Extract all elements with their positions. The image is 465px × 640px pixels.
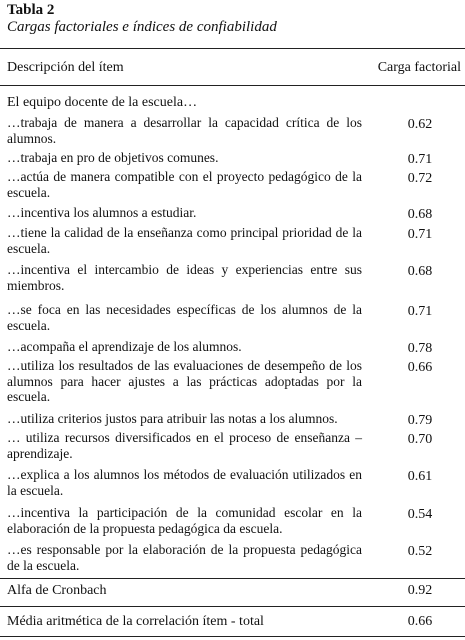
item-description: …utiliza criterios justos para atribuir las notas a los alumnos.: [7, 411, 338, 426]
summary-divider: [0, 606, 465, 607]
item-load: 0.62: [407, 117, 433, 132]
item-load: 0.68: [407, 207, 433, 222]
item-load: 0.78: [407, 341, 433, 356]
item-load: 0.68: [407, 264, 433, 279]
bottom-rule: [0, 636, 465, 637]
header-description: Descripción del ítem: [7, 60, 124, 75]
cronbach-value: 0.92: [407, 583, 433, 598]
header-load: Carga factorial: [377, 60, 461, 75]
mean-correlation-label: Média aritmética de la correlación ítem - total: [7, 614, 264, 629]
item-load: 0.71: [407, 152, 433, 167]
mean-correlation-value: 0.66: [407, 614, 433, 629]
item-description: …incentiva los alumnos a estudiar.: [7, 205, 197, 220]
intro-text: El equipo docente de la escuela…: [7, 95, 198, 110]
item-description: …incentiva el intercambio de ideas y experiencias entre sus miembros.: [7, 262, 362, 293]
item-description: …utiliza los resultados de las evaluaciones de desempeño de los alumnos para hacer ajustes a las prácticas adoptadas por la escuela.: [7, 358, 362, 404]
item-description: … utiliza recursos diversificados en el proceso de enseñanza – aprendizaje.: [7, 430, 362, 461]
summary-rule: [0, 578, 465, 579]
item-load: 0.71: [407, 227, 433, 242]
item-description: …se foca en las necesidades específicas de los alumnos de la escuela.: [7, 302, 362, 333]
item-description: …acompaña el aprendizaje de los alumnos.: [7, 339, 242, 354]
header-rule: [0, 85, 465, 86]
item-description: …tiene la calidad de la enseñanza como principal prioridad de la escuela.: [7, 225, 362, 256]
item-description: …actúa de manera compatible con el proyecto pedagógico de la escuela.: [7, 169, 362, 200]
item-load: 0.66: [407, 360, 433, 375]
table-subtitle: Cargas factoriales e índices de confiabilidad: [7, 19, 277, 35]
item-load: 0.52: [407, 544, 433, 559]
item-load: 0.54: [407, 507, 433, 522]
item-description: …incentiva la participación de la comunidad escolar en la elaboración de la propuesta pedagógica da escuela.: [7, 505, 362, 536]
cronbach-label: Alfa de Cronbach: [7, 583, 107, 598]
item-load: 0.72: [407, 171, 433, 186]
table-title: Tabla 2: [7, 2, 55, 18]
item-load: 0.61: [407, 469, 433, 484]
item-description: …explica a los alumnos los métodos de evaluación utilizados en la escuela.: [7, 467, 362, 498]
item-description: …trabaja de manera a desarrollar la capacidad crítica de los alumnos.: [7, 115, 362, 146]
top-rule: [0, 48, 465, 49]
item-load: 0.70: [407, 432, 433, 447]
item-description: …es responsable por la elaboración de la propuesta pedagógica de la escuela.: [7, 542, 362, 573]
item-load: 0.71: [407, 304, 433, 319]
item-load: 0.79: [407, 413, 433, 428]
item-description: …trabaja en pro de objetivos comunes.: [7, 150, 219, 165]
